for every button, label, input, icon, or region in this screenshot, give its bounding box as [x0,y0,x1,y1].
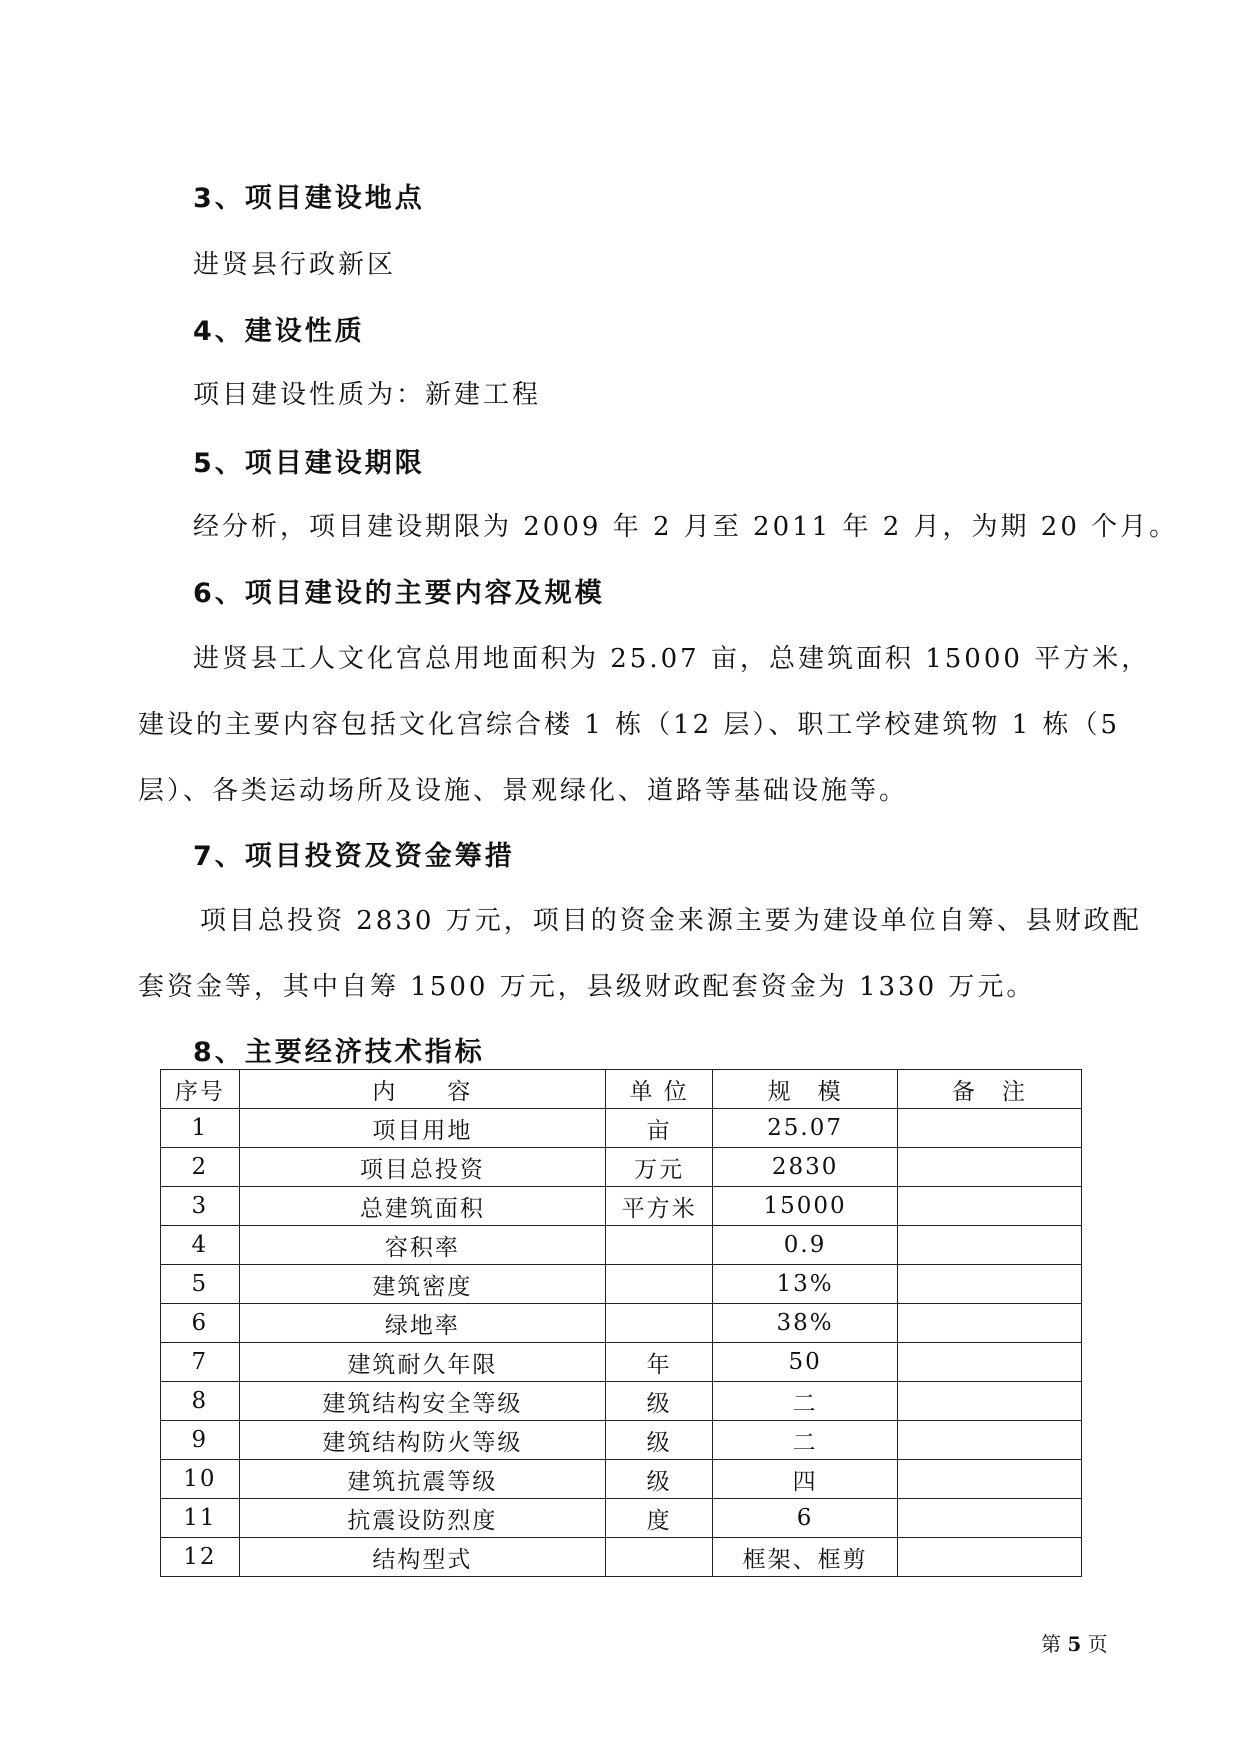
cell-content: 建筑密度 [239,1265,605,1304]
table-row [161,1382,1082,1421]
construction-content-line-1: 进贤县工人文化宫总用地面积为 25.07 亩，总建筑面积 15000 平方米， [193,644,1151,674]
cell-scale: 6 [713,1499,897,1538]
cell-note [897,1460,1081,1499]
header-note: 备 注 [897,1070,1081,1109]
cell-note [897,1265,1081,1304]
cell-content: 建筑抗震等级 [239,1460,605,1499]
cell-content: 建筑结构防火等级 [239,1421,605,1460]
cell-content: 容积率 [239,1226,605,1265]
cell-scale: 0.9 [713,1226,897,1265]
cell-scale: 四 [713,1460,897,1499]
cell-unit: 级 [605,1421,712,1460]
investment-funding-line-2: 套资金等，其中自筹 1500 万元，县级财政配套资金为 1330 万元。 [138,972,1036,1002]
cell-no: 10 [161,1460,240,1499]
cell-unit: 年 [605,1343,712,1382]
cell-content: 总建筑面积 [239,1187,605,1226]
cell-content: 项目用地 [239,1109,605,1148]
table-row [161,1109,1082,1148]
table-row [161,1187,1082,1226]
heading-construction-content: 6、项目建设的主要内容及规模 [193,578,605,609]
table-row [161,1421,1082,1460]
cell-note [897,1304,1081,1343]
cell-no: 7 [161,1343,240,1382]
economic-indicators-table [160,1069,1082,1577]
table-row [161,1265,1082,1304]
page-number [1041,1628,1108,1657]
cell-note [897,1148,1081,1187]
construction-content-line-2: 建设的主要内容包括文化宫综合楼 1 栋（12 层）、职工学校建筑物 1 栋（5 [138,710,1121,740]
construction-site-text: 进贤县行政新区 [193,250,397,280]
construction-nature-text: 项目建设性质为：新建工程 [193,380,542,410]
table-row [161,1148,1082,1187]
cell-note [897,1187,1081,1226]
page-number-suffix: 页 [1087,1632,1108,1656]
cell-scale: 2830 [713,1148,897,1187]
header-content: 内 容 [239,1070,605,1109]
heading-investment-funding: 7、项目投资及资金筹措 [193,841,515,872]
cell-unit: 度 [605,1499,712,1538]
cell-unit [605,1538,712,1577]
investment-funding-line-1: 项目总投资 2830 万元，项目的资金来源主要为建设单位自筹、县财政配 [200,906,1142,936]
cell-no: 4 [161,1226,240,1265]
cell-note [897,1382,1081,1421]
cell-unit: 亩 [605,1109,712,1148]
cell-scale: 25.07 [713,1109,897,1148]
cell-content: 抗震设防烈度 [239,1499,605,1538]
cell-scale: 13% [713,1265,897,1304]
cell-note [897,1421,1081,1460]
cell-unit [605,1226,712,1265]
cell-unit: 级 [605,1382,712,1421]
cell-scale: 二 [713,1382,897,1421]
cell-note [897,1499,1081,1538]
header-unit: 单 位 [605,1070,712,1109]
table-row [161,1460,1082,1499]
cell-unit: 级 [605,1460,712,1499]
heading-construction-period: 5、项目建设期限 [193,448,425,479]
header-no: 序号 [161,1070,240,1109]
cell-no: 1 [161,1109,240,1148]
cell-no: 12 [161,1538,240,1577]
cell-unit [605,1304,712,1343]
table-row [161,1538,1082,1577]
heading-construction-site: 3、项目建设地点 [193,183,425,214]
table-header-row [161,1070,1082,1109]
table-row [161,1343,1082,1382]
cell-content: 项目总投资 [239,1148,605,1187]
cell-note [897,1226,1081,1265]
cell-note [897,1109,1081,1148]
heading-economic-indicators: 8、主要经济技术指标 [193,1037,485,1068]
cell-scale: 38% [713,1304,897,1343]
table-row [161,1304,1082,1343]
cell-no: 3 [161,1187,240,1226]
cell-scale: 框架、框剪 [713,1538,897,1577]
page-number-value: 5 [1067,1632,1082,1656]
cell-unit: 平方米 [605,1187,712,1226]
table-row [161,1499,1082,1538]
cell-no: 8 [161,1382,240,1421]
cell-unit [605,1265,712,1304]
cell-no: 9 [161,1421,240,1460]
table-row [161,1226,1082,1265]
cell-no: 2 [161,1148,240,1187]
cell-scale: 50 [713,1343,897,1382]
page-number-prefix: 第 [1041,1632,1061,1656]
cell-content: 结构型式 [239,1538,605,1577]
cell-scale: 15000 [713,1187,897,1226]
cell-note [897,1343,1081,1382]
cell-scale: 二 [713,1421,897,1460]
heading-construction-nature: 4、建设性质 [193,316,365,347]
cell-no: 6 [161,1304,240,1343]
header-scale: 规 模 [713,1070,897,1109]
cell-content: 绿地率 [239,1304,605,1343]
cell-note [897,1538,1081,1577]
construction-content-line-3: 层）、各类运动场所及设施、景观绿化、道路等基础设施等。 [138,776,909,806]
cell-content: 建筑耐久年限 [239,1343,605,1382]
cell-content: 建筑结构安全等级 [239,1382,605,1421]
cell-no: 5 [161,1265,240,1304]
cell-unit: 万元 [605,1148,712,1187]
construction-period-text: 经分析，项目建设期限为 2009 年 2 月至 2011 年 2 月，为期 20 个月。 [193,512,1179,542]
cell-no: 11 [161,1499,240,1538]
